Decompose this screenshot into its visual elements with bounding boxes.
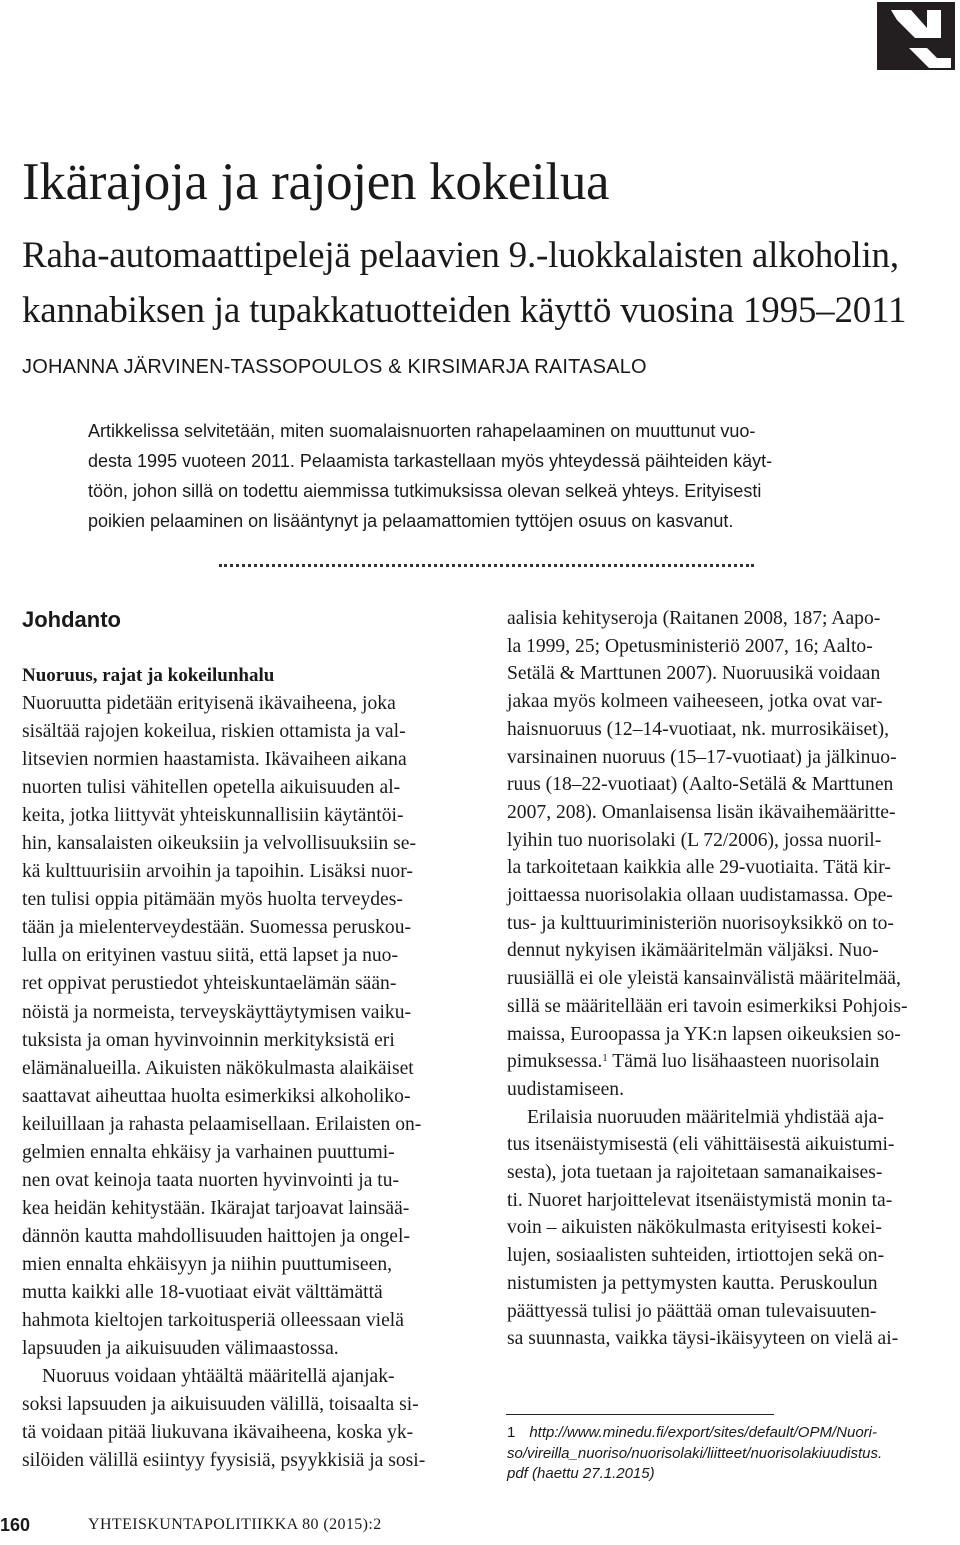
text-line: hahmota kieltojen tarkoitusperiä olleessaan vielä (22, 1310, 404, 1332)
text-line: gelmien ennalta ehkäisy ja varhainen puuttumi- (22, 1141, 395, 1163)
text-line: sa suunnasta, vaikka täysi-ikäisyyteen on vielä ai- (507, 1328, 899, 1350)
text-line: maissa, Euroopassa ja YK:n lapsen oikeuksien so- (507, 1023, 901, 1045)
text-line: lulla on erityinen vastuu siitä, että lapset ja nuo- (22, 945, 398, 967)
article-authors: JOHANNA JÄRVINEN-TASSOPOULOS & KIRSIMARJA RAITASALO (22, 356, 647, 378)
subtitle-line: Raha-automaattipelejä pelaavien 9.-luokkalaisten alkoholin, (22, 235, 899, 276)
text-line: dännön kautta mahdollisuuden haittojen ja ongel- (22, 1225, 410, 1247)
abstract-line: Artikkelissa selvitetään, miten suomalaisnuorten rahapelaaminen on muuttunut vuo- (88, 421, 756, 441)
footnote (507, 1423, 957, 1485)
footnote-reference[interactable]: 1 (602, 1052, 608, 1065)
footnote-link[interactable]: http://www.minedu.fi/export/sites/default/OPM/Nuori- (529, 1424, 877, 1441)
footnote-line (507, 1423, 957, 1444)
article-abstract (88, 416, 908, 536)
abstract-line: desta 1995 vuoteen 2011. Pelaamista tarkastellaan myös yhteydessä päihteiden käyt- (88, 451, 773, 471)
text-line: saattavat aiheuttaa huolta esimerkiksi alkoholiko- (22, 1085, 411, 1107)
text-line: la 1999, 25; Opetusministeriö 2007, 16; Aalto- (507, 635, 873, 657)
text-line: jakaa myös kolmeen vaiheeseen, jotka ovat var- (507, 691, 883, 713)
subtitle-line: kannabiksen ja tupakkatuotteiden käyttö vuosina 1995–2011 (22, 290, 907, 331)
text-line: 2007, 208). Omanlaisensa lisän ikävaihemääritte- (507, 801, 896, 823)
text-line: ret oppivat perustiedot yhteiskuntaelämän sään- (22, 973, 397, 995)
text-line: soksi lapsuuden ja aikuisuuden välillä, toisaalta si- (22, 1394, 419, 1416)
text-line: aalisia kehityseroja (Raitanen 2008, 187; Aapo- (507, 608, 881, 629)
abstract-line: poikien pelaaminen on lisääntynyt ja pelaamattomien tyttöjen osuus on kasvanut. (88, 511, 734, 531)
left-column (22, 600, 472, 1475)
text-line: tä voidaan pitää liukuvana ikävaiheena, koska yk- (22, 1422, 414, 1444)
footnote-number: 1 (507, 1424, 516, 1441)
text-line: tus itsenäistymisestä (eli vähittäisestä aikuistumi- (507, 1134, 895, 1156)
text-line: varsinainen nuoruus (15–17-vuotiaat) ja jälkinuo- (507, 746, 897, 768)
left-column-text (22, 690, 472, 1475)
text-line: tään ja mielenterveydestään. Suomessa peruskou- (22, 917, 412, 939)
text-line: mutta kaikki alle 18-vuotiaat eivät välttämättä (22, 1281, 383, 1303)
text-line: Nuoruus voidaan yhtäältä määritellä ajanjak- (42, 1366, 395, 1388)
text-line: tus- ja kulttuuriministeriön nuorisoyksikkö on to- (507, 912, 894, 934)
text-line: voin – aikuisten näkökulmasta erityisesti kokei- (507, 1217, 882, 1239)
article-title: Ikärajoja ja rajojen kokeilua (22, 153, 610, 211)
footnote-line[interactable]: so/vireilla_nuoriso/nuorisolaki/liitteet/nuorisolakiuudistus. (507, 1444, 883, 1462)
text-line: ruusiällä ei ole yleistä kansainvälistä määritelmää, (507, 968, 901, 990)
section-heading: Johdanto (22, 607, 121, 632)
footnote-rule (506, 1414, 774, 1415)
text-line: nistumisten ja pettymysten kautta. Peruskoulun (507, 1272, 878, 1294)
page-number: 160 (0, 1515, 31, 1535)
text-line: kea heidän kehitystään. Ikärajat tarjoavat lainsää- (22, 1197, 410, 1219)
subheading: Nuoruus, rajat ja kokeilunhalu (22, 665, 275, 686)
right-column (507, 605, 957, 1353)
text-line: sisältää rajojen kokeilua, riskien ottamista ja val- (22, 721, 406, 743)
text-line: kä kulttuurisiin arvoihin ja tapoihin. Lisäksi nuor- (22, 861, 413, 883)
text-line: nöistä ja normeista, terveyskäyttäytymisen vaiku- (22, 1001, 412, 1023)
text-line: päättyessä tulisi jo päättää oman tulevaisuuten- (507, 1300, 877, 1322)
text-line: ten tulisi oppia pitämään myös huolta terveydes- (22, 889, 403, 911)
text-line: lyihin tuo nuorisolaki (L 72/2006), jossa nuoril- (507, 829, 882, 851)
text-line: ti. Nuoret harjoittelevat itsenäistymistä monin ta- (507, 1189, 893, 1211)
text-line: keita, jotka liittyvät yhteiskunnallisiin käytäntöi- (22, 805, 404, 827)
text-line: tuksista ja oman hyvinvoinnin merkityksistä eri (22, 1029, 395, 1051)
text-line: haisnuoruus (12–14-vuotiaat, nk. murrosikäiset), (507, 718, 890, 740)
text-line-with-footnote (507, 1048, 957, 1076)
text-line: lapsuuden ja aikuisuuden välimaastossa. (22, 1338, 339, 1360)
journal-name: YHTEISKUNTAPOLITIIKKA 80 (2015):2 (88, 1516, 382, 1533)
text-line: joittaessa nuorisolakia ollaan uudistamassa. Ope- (507, 885, 893, 907)
journal-arrow-logo-icon (877, 2, 955, 70)
text-line: silöiden välillä esiintyy fyysisiä, psyykkisiä ja sosi- (22, 1450, 426, 1472)
text-fragment: Tämä luo lisähaasteen nuorisolain (607, 1051, 880, 1073)
text-line: lujen, sosiaalisten suhteiden, irtiottojen sekä on- (507, 1245, 885, 1267)
text-fragment: pimuksessa. (507, 1051, 603, 1073)
text-line: dennut nykyisen ikämääritelmän väljäksi. Nuo- (507, 940, 879, 962)
text-line: uudistamiseen. (507, 1078, 624, 1100)
abstract-line: töön, johon sillä on todettu aiemmissa tutkimuksissa olevan selkeä yhteys. Erityisesti (88, 481, 762, 501)
text-line: nuorten tulisi vähitellen opetella aikuisuuden al- (22, 777, 401, 799)
text-line: Nuoruutta pidetään erityisenä ikävaiheena, joka (22, 693, 396, 714)
text-line: keiluillaan ja rahasta pelaamisellaan. Erilaisten on- (22, 1113, 422, 1135)
text-line: ruus (18–22-vuotiaat) (Aalto-Setälä & Marttunen (507, 774, 894, 796)
text-line: litsevien normien haastamista. Ikävaiheen aikana (22, 749, 407, 771)
dotted-divider (219, 564, 754, 567)
text-line: mien ennalta ehkäisyyn ja niihin puuttumiseen, (22, 1253, 393, 1275)
footnote-line: pdf (haettu 27.1.2015) (507, 1465, 655, 1482)
right-column-text (507, 605, 957, 1353)
text-line: nen ovat keinoja taata nuorten hyvinvointi ja tu- (22, 1169, 400, 1191)
text-line: Setälä & Marttunen 2007). Nuoruusikä voidaan (507, 663, 881, 685)
article-subtitle (22, 228, 906, 338)
text-line: sillä se määritellään eri tavoin esimerkiksi Pohjois- (507, 995, 908, 1017)
text-line: hin, kansalaisten oikeuksiin ja velvollisuuksiin se- (22, 833, 416, 855)
text-line: la tarkoitetaan kaikkia alle 29-vuotiaita. Tätä kir- (507, 857, 891, 879)
text-line: Erilaisia nuoruuden määritelmiä yhdistää aja- (527, 1106, 884, 1128)
text-line: sesta), jota tuetaan ja rajoitetaan samanaikaises- (507, 1162, 883, 1184)
text-line: elämänalueilla. Aikuisten näkökulmasta alaikäiset (22, 1057, 414, 1079)
